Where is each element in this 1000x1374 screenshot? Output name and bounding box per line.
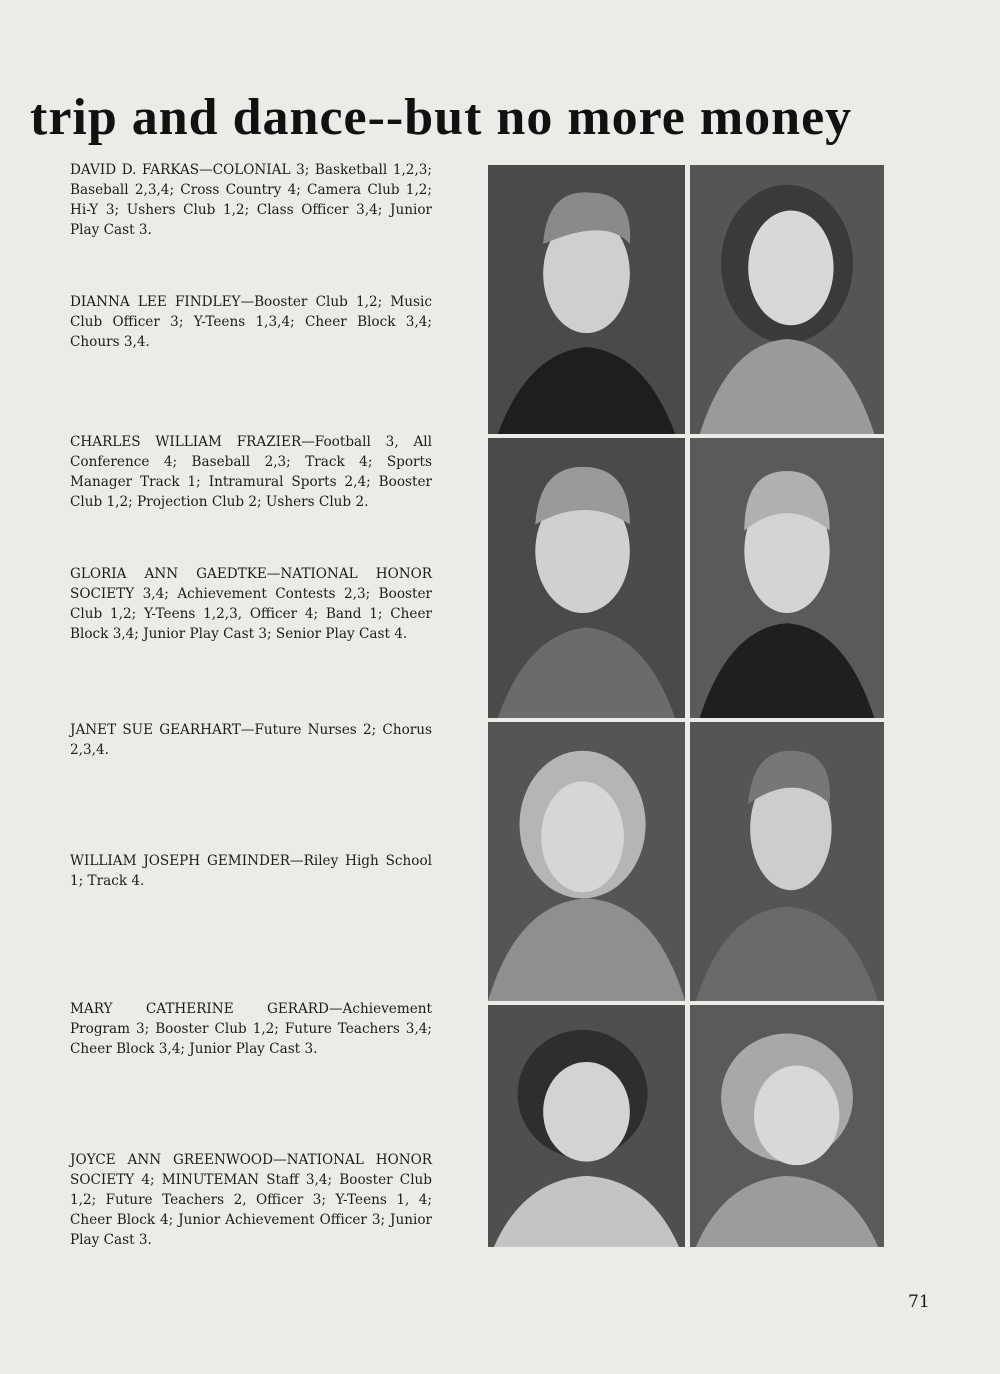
portrait-photo-greenwood: [690, 1005, 884, 1247]
senior-entry: DIANNA LEE FINDLEY—Booster Club 1,2; Music Club Officer 3; Y-Teens 1,3,4; Cheer Block 3,4; Chours 3,4.: [70, 294, 432, 350]
portrait-photo-geminder: [690, 722, 884, 1001]
page-title: trip and dance--but no more money: [30, 89, 853, 146]
senior-entry: MARY CATHERINE GERARD—Achievement Program 3; Booster Club 1,2; Future Teachers 3,4; Cheer Block 3,4; Junior Play Cast 3.: [70, 1001, 432, 1057]
page-number: 71: [908, 1292, 930, 1312]
senior-entry: CHARLES WILLIAM FRAZIER—Football 3, All Conference 4; Baseball 2,3; Track 4; Sports Manager Track 1; Intramural Sports 2,4; Booster Club 1,2; Projection Club 2; Ushers Club 2.: [70, 434, 432, 510]
portrait-photo-gearhart: [488, 722, 685, 1001]
senior-entry: JANET SUE GEARHART—Future Nurses 2; Chorus 2,3,4.: [70, 722, 432, 758]
senior-entry: JOYCE ANN GREENWOOD—NATIONAL HONOR SOCIETY 4; MINUTEMAN Staff 3,4; Booster Club 1,2; Future Teachers 2, Officer 3; Y-Teens 1, 4; Cheer Block 4; Junior Achievement Officer 3; Junior Play Cast 3.: [70, 1152, 432, 1248]
portrait-photo-findley: [690, 165, 884, 434]
portrait-photo-gerard: [488, 1005, 685, 1247]
portrait-photo-frazier: [488, 438, 685, 718]
portrait-photo-farkas: [488, 165, 685, 434]
portrait-photo-gaedtke: [690, 438, 884, 718]
senior-entry: DAVID D. FARKAS—COLONIAL 3; Basketball 1,2,3; Baseball 2,3,4; Cross Country 4; Camera Club 1,2; Hi-Y 3; Ushers Club 1,2; Class Officer 3,4; Junior Play Cast 3.: [70, 162, 432, 238]
senior-entry: GLORIA ANN GAEDTKE—NATIONAL HONOR SOCIETY 3,4; Achievement Contests 2,3; Booster Club 1,2; Y-Teens 1,2,3, Officer 4; Band 1; Cheer Block 3,4; Junior Play Cast 3; Senior Play Cast 4.: [70, 566, 432, 642]
senior-entry: WILLIAM JOSEPH GEMINDER—Riley High School 1; Track 4.: [70, 853, 432, 889]
